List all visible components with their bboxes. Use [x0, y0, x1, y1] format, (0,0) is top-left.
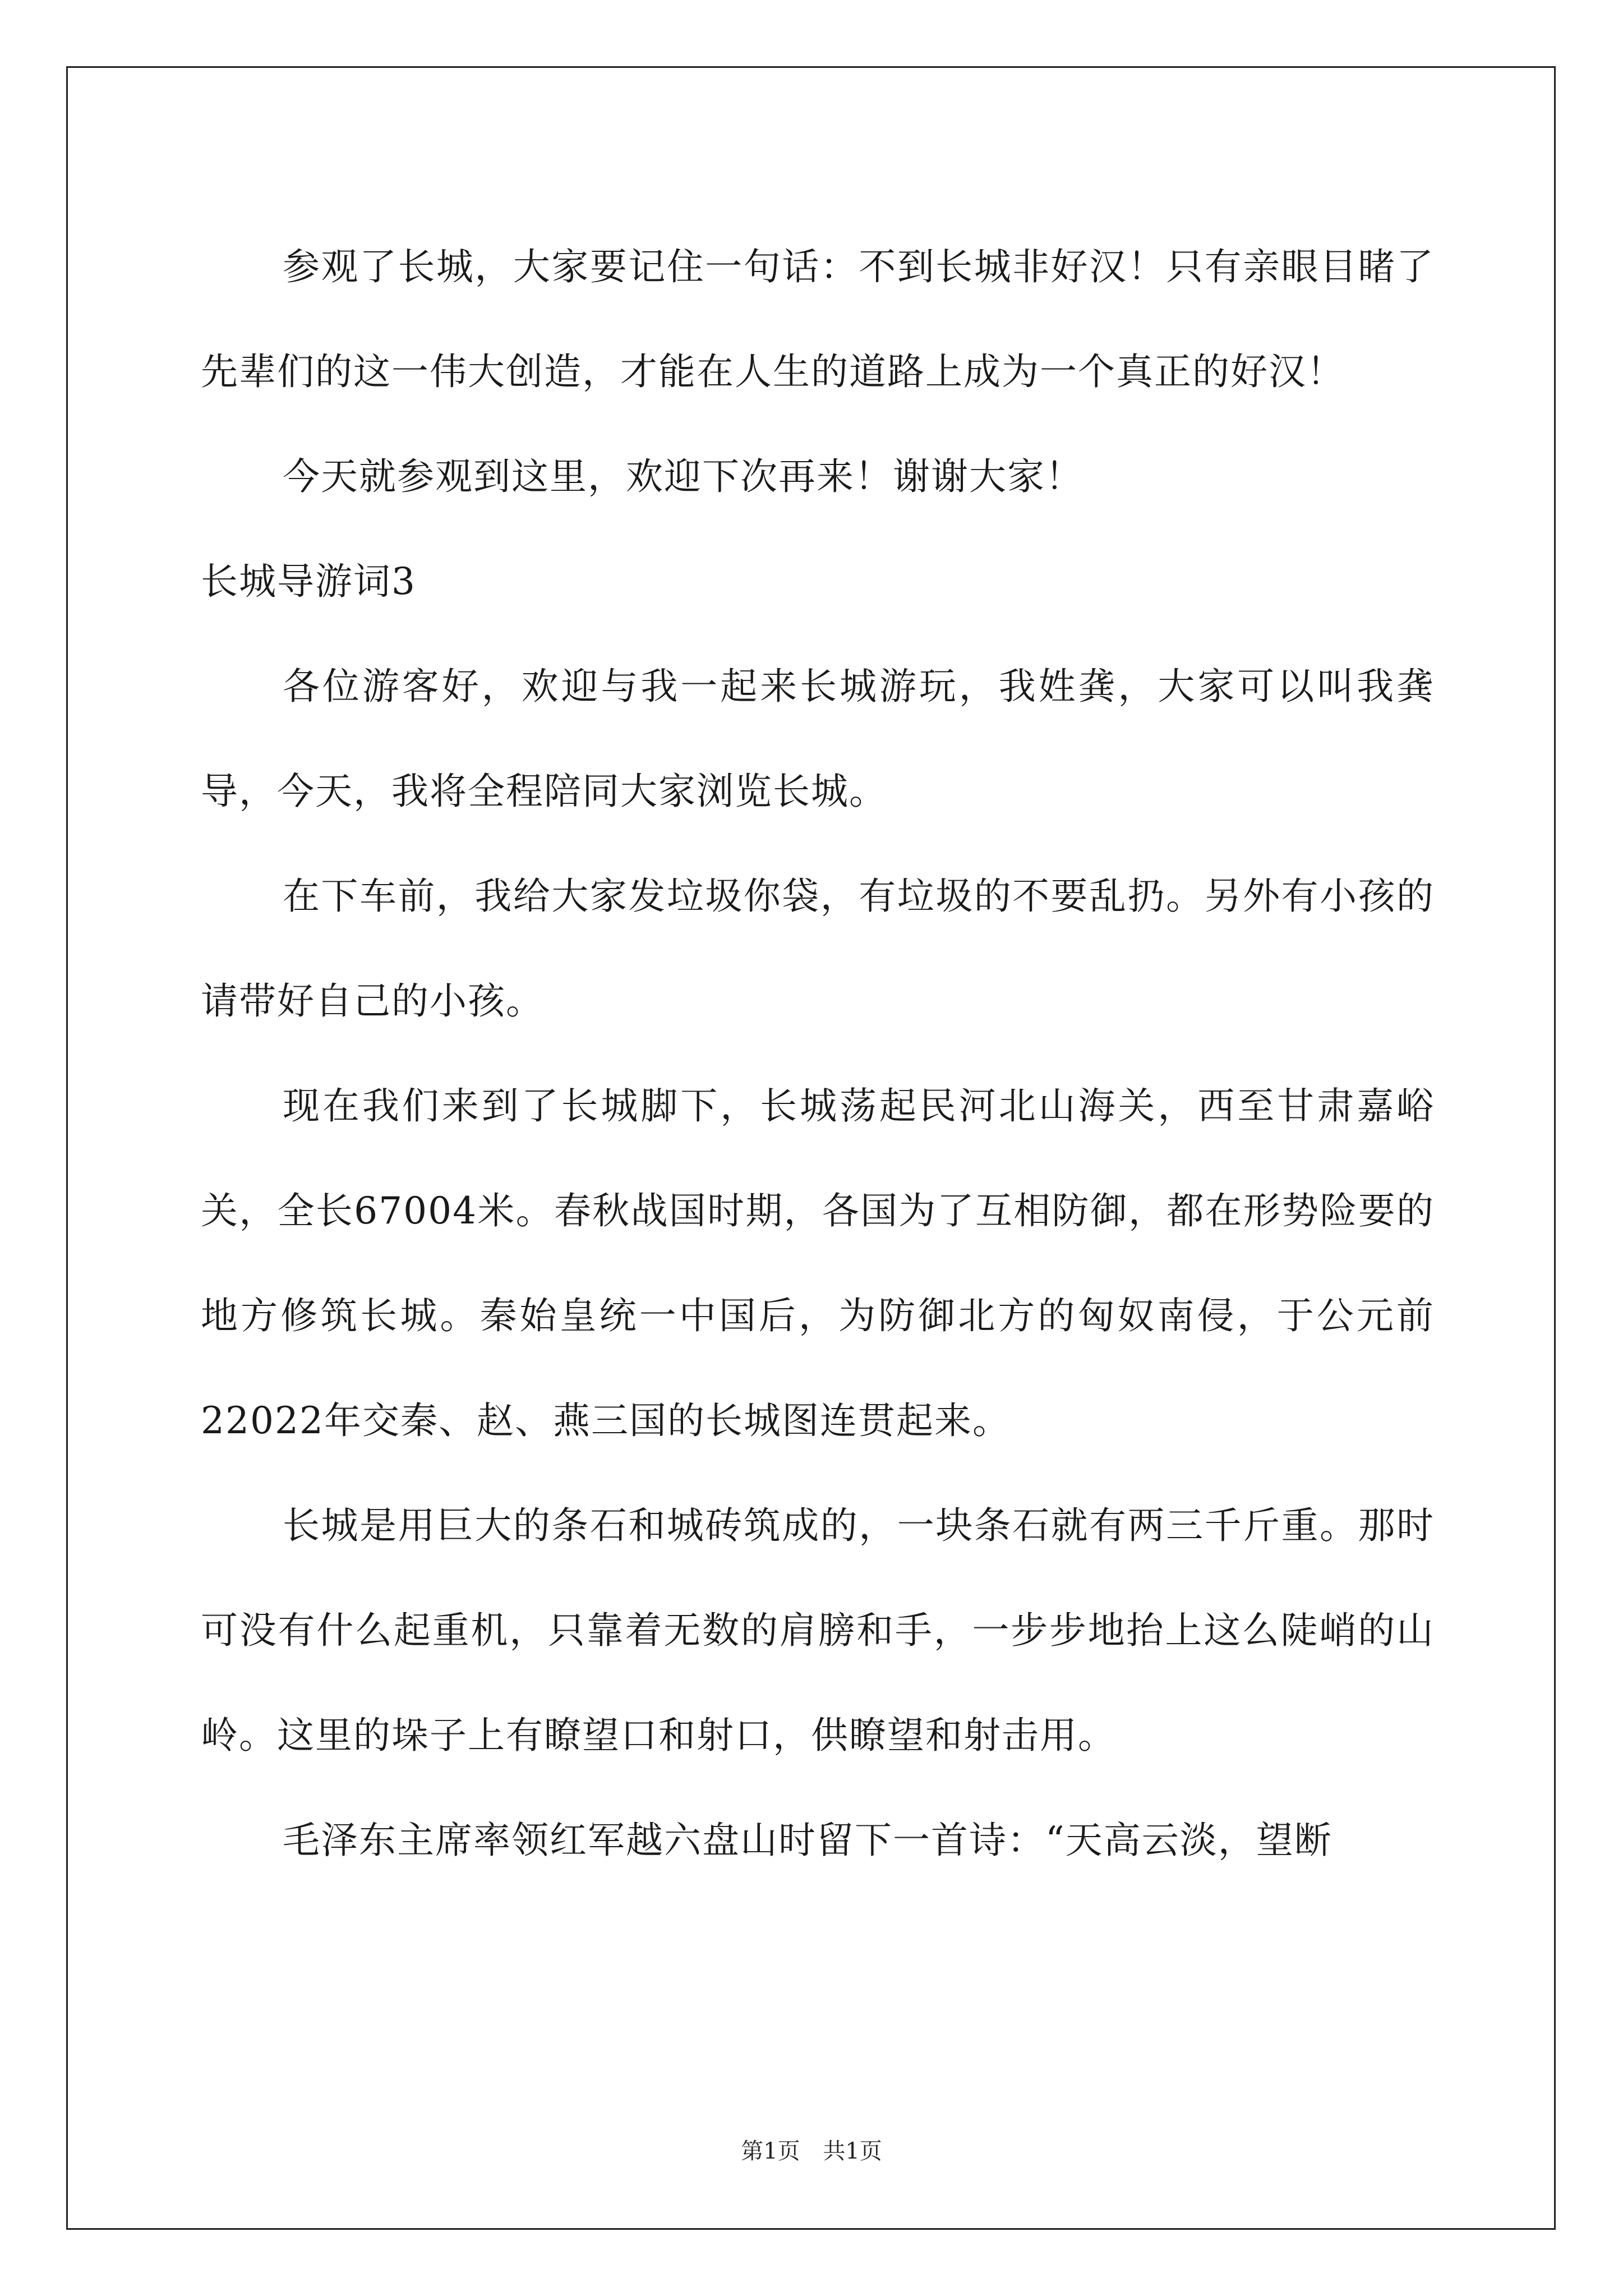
paragraph-farewell: 今天就参观到这里，欢迎下次再来！谢谢大家！ — [283, 455, 1083, 498]
paragraph-greeting: 各位游客好，欢迎与我一起来长城游玩，我姓龚，大家可以叫我龚导，今天，我将全程陪同大家浏览长城。 — [201, 665, 1435, 813]
paragraph-history: 现在我们来到了长城脚下，长城荡起民河北山海关，西至甘肃嘉峪关，全长67004米。春秋战国时期，各国为了互相防御，都在形势险要的地方修筑长城。秦始皇统一中国后，为防御北方的匈奴南侵，于公元前22022年交秦、赵、燕三国的长城图连贯起来。 — [201, 1084, 1435, 1442]
page-number-total: 共1页 — [823, 2138, 882, 2164]
paragraph-construction: 长城是用巨大的条石和城砖筑成的，一块条石就有两三千斤重。那时可没有什么起重机，只靠着无数的肩膀和手，一步步地抬上这么陡峭的山岭。这里的垛子上有瞭望口和射口，供瞭望和射击用。 — [201, 1504, 1435, 1757]
page-number-current: 第1页 — [741, 2138, 800, 2164]
paragraph-poem-intro: 毛泽东主席率领红军越六盘山时留下一首诗：“天高云淡，望断 — [283, 1819, 1332, 1862]
document-body — [201, 214, 1435, 1893]
section-heading: 长城导游词3 — [201, 560, 416, 603]
paragraph-great-wall-summary: 参观了长城，大家要记住一句话：不到长城非好汉！只有亲眼目睹了先辈们的这一伟大创造，才能在人生的道路上成为一个真正的好汉！ — [201, 245, 1435, 393]
page-footer — [0, 2137, 1623, 2165]
paragraph-instructions: 在下车前，我给大家发垃圾你袋，有垃圾的不要乱扔。另外有小孩的请带好自己的小孩。 — [201, 875, 1435, 1023]
